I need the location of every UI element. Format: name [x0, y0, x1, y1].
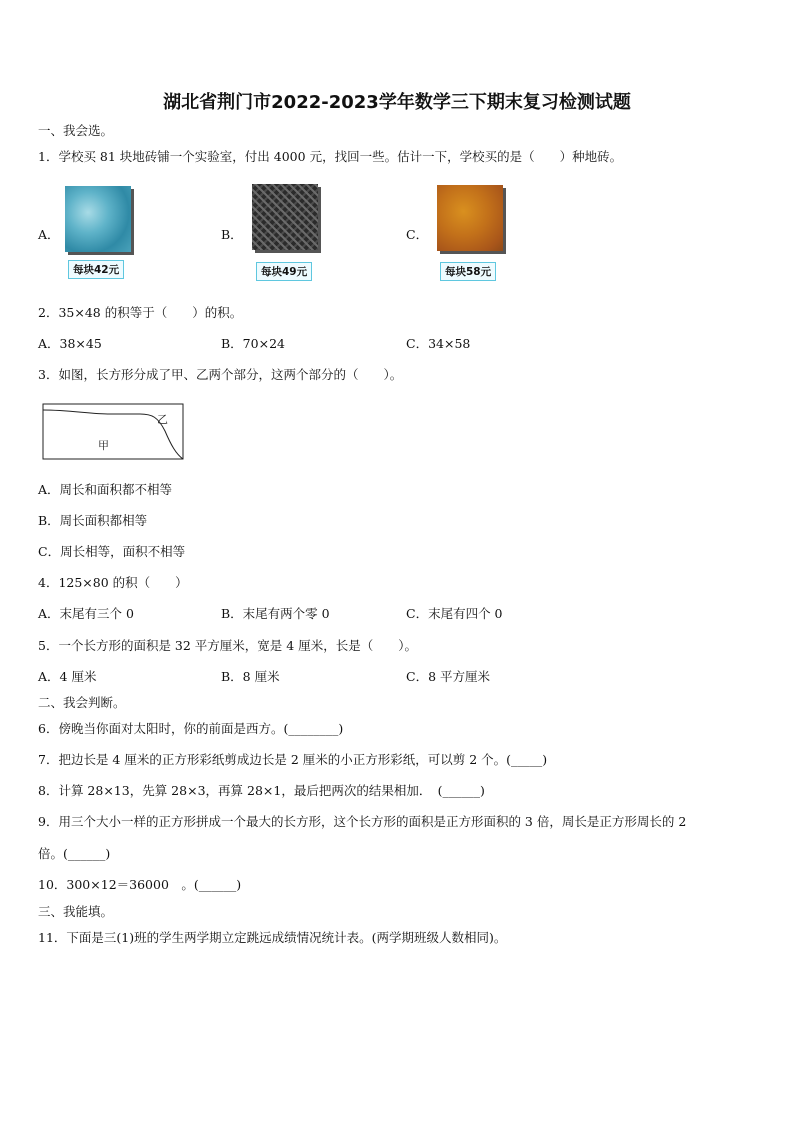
q3-label-jia: 甲	[98, 439, 109, 452]
question-1-text: 1．学校买 81 块地砖铺一个实验室，付出 4000 元，找回一些。估计一下，学校买的是（ ）种地砖。	[38, 149, 623, 164]
q5-option-a[interactable]: A．4 厘米	[38, 669, 97, 684]
q3-option-a[interactable]: A．周长和面积都不相等	[38, 482, 173, 497]
q1-tile-b-image	[252, 184, 318, 250]
q1-option-c-label[interactable]: C．	[406, 227, 429, 242]
q2-option-a[interactable]: A．38×45	[38, 336, 102, 351]
question-3-text: 3．如图，长方形分成了甲、乙两个部分，这两个部分的（ ）。	[38, 367, 403, 382]
q5-option-c[interactable]: C．8 平方厘米	[406, 669, 490, 684]
question-5-text: 5．一个长方形的面积是 32 平方厘米，宽是 4 厘米，长是（ ）。	[38, 638, 417, 653]
q2-option-c[interactable]: C．34×58	[406, 336, 471, 351]
q5-option-b[interactable]: B．8 厘米	[221, 669, 280, 684]
question-11-text: 11．下面是三(1)班的学生两学期立定跳远成绩情况统计表。(两学期班级人数相同)。	[38, 930, 507, 945]
q4-option-c[interactable]: C．末尾有四个 0	[406, 606, 503, 621]
section-1-heading: 一、我会选。	[38, 123, 114, 138]
q1-tile-a-image	[65, 186, 131, 252]
q3-rectangle-figure	[40, 401, 186, 463]
question-8-text[interactable]: 8．计算 28×13，先算 28×3，再算 28×1，最后把两次的结果相加． (______)	[38, 783, 485, 798]
question-7-text[interactable]: 7．把边长是 4 厘米的正方形彩纸剪成边长是 2 厘米的小正方形彩纸，可以剪 2 个。(_____)	[38, 752, 548, 767]
q1-option-a-label[interactable]: A．	[38, 227, 60, 242]
q3-option-c[interactable]: C．周长相等，面积不相等	[38, 544, 186, 559]
q1-price-b: 每块49元	[256, 262, 312, 281]
question-9-text-line1: 9．用三个大小一样的正方形拼成一个最大的长方形，这个长方形的面积是正方形面积的 3 倍，周长是正方形周长的 2	[38, 814, 687, 829]
question-9-text-line2[interactable]: 倍。(______)	[38, 846, 111, 861]
question-2-text: 2．35×48 的积等于（ ）的积。	[38, 305, 243, 320]
question-6-text[interactable]: 6．傍晚当你面对太阳时，你的前面是西方。(________)	[38, 721, 344, 736]
section-3-heading: 三、我能填。	[38, 904, 114, 919]
q4-option-b[interactable]: B．末尾有两个零 0	[221, 606, 330, 621]
q4-option-a[interactable]: A．末尾有三个 0	[38, 606, 134, 621]
q3-label-yi: 乙	[157, 413, 168, 426]
section-2-heading: 二、我会判断。	[38, 695, 126, 710]
page-title: 湖北省荆门市2022-2023学年数学三下期末复习检测试题	[163, 92, 631, 113]
question-10-text[interactable]: 10．300×12＝36000 。(______)	[38, 877, 242, 892]
question-4-text: 4．125×80 的积（ ）	[38, 575, 188, 590]
q1-price-c: 每块58元	[440, 262, 496, 281]
q1-price-a: 每块42元	[68, 260, 124, 279]
q1-tile-c-image	[437, 185, 503, 251]
q1-option-b-label[interactable]: B．	[221, 227, 243, 242]
q2-option-b[interactable]: B．70×24	[221, 336, 285, 351]
q3-option-b[interactable]: B．周长面积都相等	[38, 513, 148, 528]
